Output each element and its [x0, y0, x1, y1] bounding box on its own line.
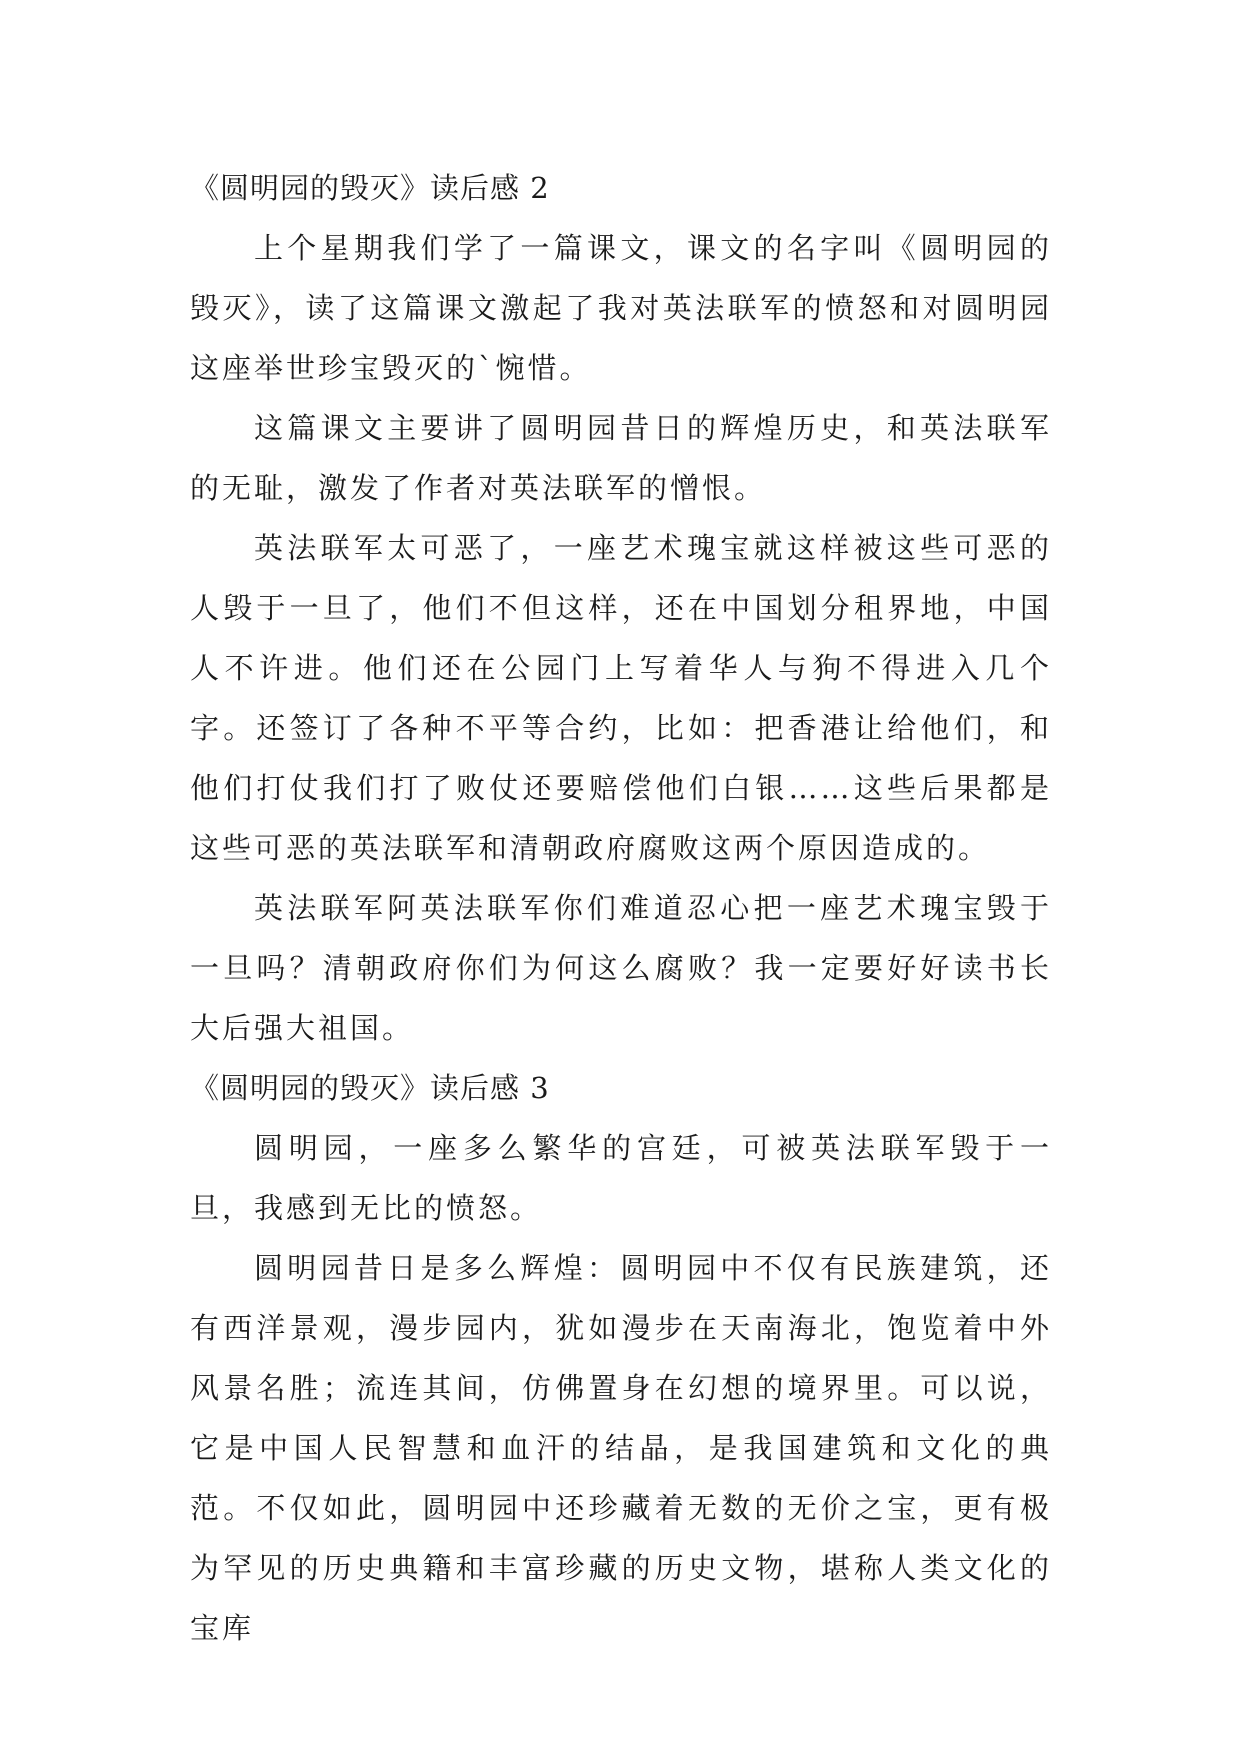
paragraph: 英法联军太可恶了，一座艺术瑰宝就这样被这些可恶的人毁于一旦了，他们不但这样，还在中国划分租界地，中国人不许进。他们还在公园门上写着华人与狗不得进入几个字。还签订了各种不平等合约，比如：把香港让给他们，和他们打仗我们打了败仗还要赔偿他们白银……这些后果都是这些可恶的英法联军和清朝政府腐败这两个原因造成的。 [190, 531, 1052, 865]
paragraph: 英法联军阿英法联军你们难道忍心把一座艺术瑰宝毁于一旦吗？清朝政府你们为何这么腐败？我一定要好好读书长大后强大祖国。 [190, 891, 1052, 1045]
section-title: 《圆明园的毁灭》读后感 2 [190, 171, 550, 205]
paragraph: 圆明园昔日是多么辉煌：圆明园中不仅有民族建筑，还有西洋景观，漫步园内，犹如漫步在天南海北，饱览着中外风景名胜；流连其间，仿佛置身在幻想的境界里。可以说，它是中国人民智慧和血汗的结晶，是我国建筑和文化的典范。不仅如此，圆明园中还珍藏着无数的无价之宝，更有极为罕见的历史典籍和丰富珍藏的历史文物，堪称人类文化的宝库 [190, 1251, 1052, 1645]
section-title: 《圆明园的毁灭》读后感 3 [190, 1071, 550, 1105]
paragraph: 这篇课文主要讲了圆明园昔日的辉煌历史，和英法联军的无耻，激发了作者对英法联军的憎恨。 [190, 411, 1052, 505]
section-essay-2 [190, 158, 1052, 1058]
paragraph: 圆明园，一座多么繁华的宫廷，可被英法联军毁于一旦，我感到无比的愤怒。 [190, 1131, 1052, 1225]
paragraph: 上个星期我们学了一篇课文，课文的名字叫《圆明园的毁灭》，读了这篇课文激起了我对英法联军的愤怒和对圆明园这座举世珍宝毁灭的`惋惜。 [190, 231, 1052, 385]
section-essay-3 [190, 1058, 1052, 1658]
document-page [190, 158, 1052, 1658]
